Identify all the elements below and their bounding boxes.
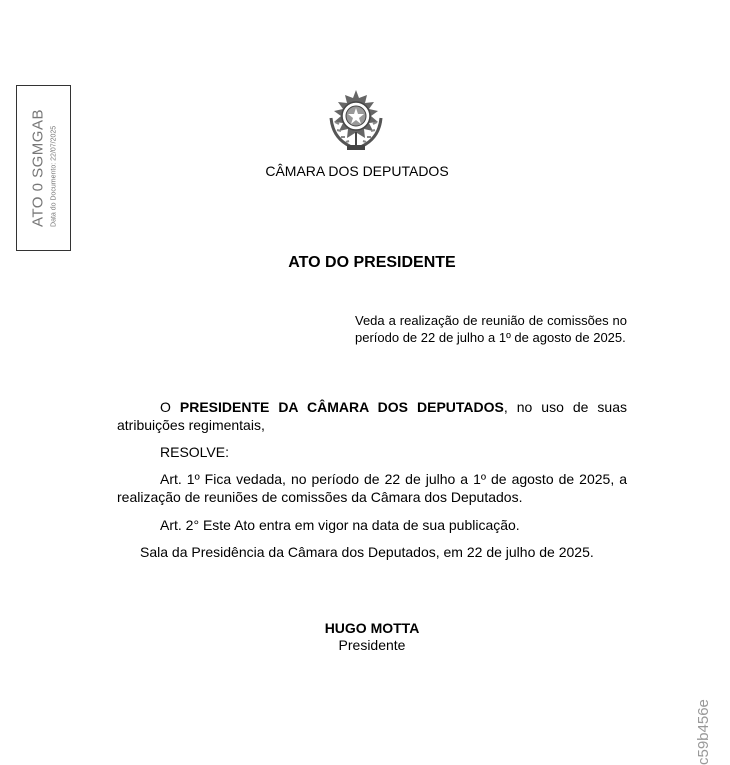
preamble-end: , no uso de suas atribuições regimentais, xyxy=(117,399,627,433)
institution-name: CÂMARA DOS DEPUTADOS xyxy=(265,163,449,179)
stamp-act-number: ATO 0 SGMGAB xyxy=(29,109,46,227)
article-2-paragraph: Art. 2° Este Ato entra em vigor na data de sua publicação. xyxy=(160,517,520,533)
preamble-paragraph xyxy=(117,399,627,434)
resolve-paragraph: RESOLVE: xyxy=(160,444,229,460)
brazil-coat-of-arms-icon xyxy=(321,88,391,158)
article-1-paragraph: Art. 1º Fica vedada, no período de 22 de julho a 1º de agosto de 2025, a realização de reuniões de comissões da Câmara dos Deputados. xyxy=(117,471,627,505)
stamp-document-date: Data do Documento: 22/07/2025 xyxy=(50,125,57,227)
signer-name: HUGO MOTTA xyxy=(324,620,420,636)
closing-paragraph: Sala da Presidência da Câmara dos Deputados, em 22 de julho de 2025. xyxy=(140,544,594,560)
preamble-start: O xyxy=(160,399,180,415)
signer-role: Presidente xyxy=(338,637,406,653)
preamble-authority: PRESIDENTE DA CÂMARA DOS DEPUTADOS xyxy=(179,399,504,415)
document-title: ATO DO PRESIDENTE xyxy=(288,254,456,271)
document-code: c59b456e xyxy=(695,699,712,765)
document-summary: Veda a realização de reunião de comissões no período de 22 de julho a 1º de agosto de 2025. xyxy=(355,313,627,345)
